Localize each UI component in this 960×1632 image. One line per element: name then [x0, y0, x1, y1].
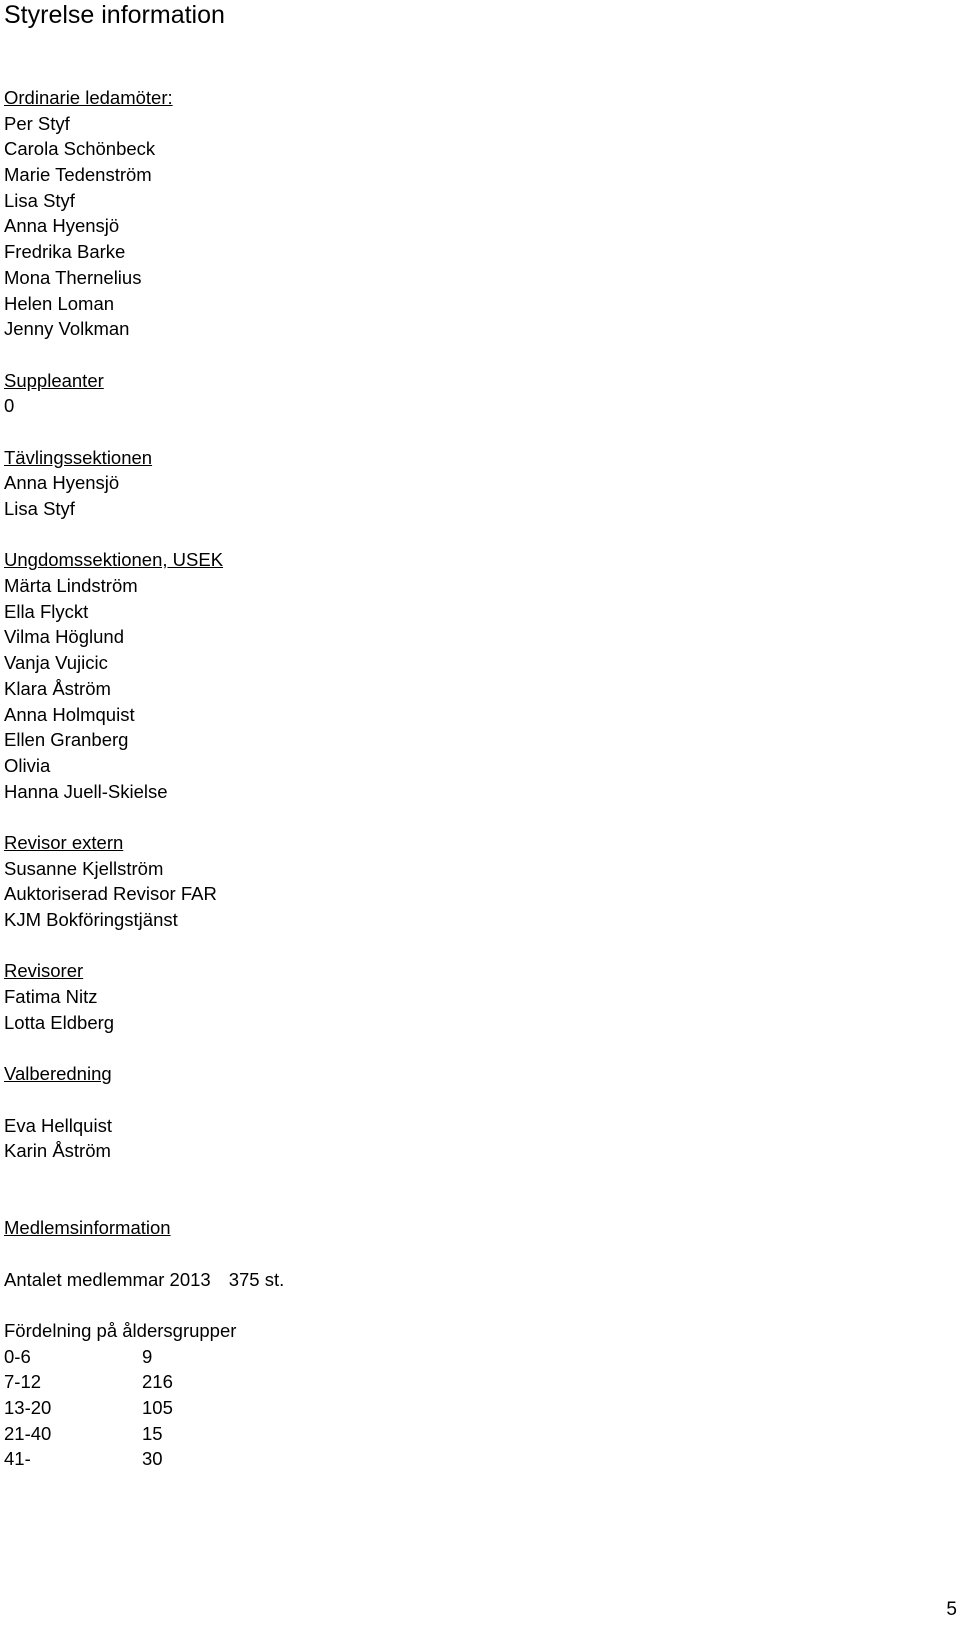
age-range: 13-20 — [4, 1397, 52, 1419]
ordinarie-member: Per Styf — [4, 112, 70, 134]
antal-label: Antalet medlemmar 2013 — [4, 1268, 211, 1290]
age-count: 15 — [142, 1422, 163, 1444]
age-range: 41- — [4, 1448, 31, 1470]
ungdom-member: Ella Flyckt — [4, 600, 89, 622]
age-count: 216 — [142, 1371, 173, 1393]
suppleanter-heading: Suppleanter — [4, 369, 104, 391]
ordinarie-member: Carola Schönbeck — [4, 138, 156, 160]
ungdom-member: Vanja Vujicic — [4, 652, 108, 674]
age-group-row — [4, 1421, 944, 1447]
tavling-member: Anna Hyensjö — [4, 472, 120, 494]
revisorer-heading: Revisorer — [4, 960, 84, 982]
ordinarie-member: Anna Hyensjö — [4, 215, 120, 237]
revisorer-member: Lotta Eldberg — [4, 1011, 115, 1033]
tavling-heading: Tävlingssektionen — [4, 446, 153, 468]
valberedning-member: Eva Hellquist — [4, 1114, 112, 1136]
ordinarie-member: Helen Loman — [4, 292, 115, 314]
suppleanter-value: 0 — [4, 395, 15, 417]
age-group-row — [4, 1344, 944, 1370]
age-range: 21-40 — [4, 1422, 52, 1444]
ungdom-member: Klara Åström — [4, 677, 111, 699]
antal-value: 375 st. — [228, 1268, 285, 1290]
ungdom-member: Hanna Juell-Skielse — [4, 780, 168, 802]
age-count: 9 — [142, 1345, 153, 1367]
page-number: 5 — [946, 1599, 957, 1620]
ungdom-member: Olivia — [4, 754, 51, 776]
ordinarie-member: Jenny Volkman — [4, 318, 130, 340]
antal-medlemmar — [4, 1267, 944, 1293]
ungdom-member: Vilma Höglund — [4, 626, 124, 648]
age-range: 0-6 — [4, 1345, 31, 1367]
document-page — [4, 0, 944, 1472]
revisor-extern-heading: Revisor extern — [4, 831, 124, 853]
ordinarie-heading: Ordinarie ledamöter: — [4, 87, 173, 108]
revisor-extern-line: KJM Bokföringstjänst — [4, 909, 178, 930]
valberedning-heading: Valberedning — [4, 1063, 112, 1085]
age-count: 105 — [142, 1397, 173, 1419]
ordinarie-member: Lisa Styf — [4, 189, 75, 211]
age-group-row — [4, 1446, 944, 1472]
age-count: 30 — [142, 1448, 163, 1470]
ungdom-member: Märta Lindström — [4, 575, 138, 597]
valberedning-member: Karin Åström — [4, 1140, 111, 1162]
ordinarie-member: Mona Thernelius — [4, 266, 142, 288]
page-title: Styrelse information — [4, 1, 225, 29]
revisorer-member: Fatima Nitz — [4, 986, 98, 1008]
tavling-member: Lisa Styf — [4, 498, 75, 519]
age-group-row — [4, 1395, 944, 1421]
ordinarie-member: Marie Tedenström — [4, 164, 152, 186]
age-group-row — [4, 1369, 944, 1395]
medlemsinfo-heading: Medlemsinformation — [4, 1217, 171, 1239]
ungdom-heading: Ungdomssektionen, USEK — [4, 549, 224, 571]
revisor-extern-line: Auktoriserad Revisor FAR — [4, 883, 217, 905]
ordinarie-member: Fredrika Barke — [4, 241, 126, 263]
ungdom-member: Anna Holmquist — [4, 703, 135, 725]
fordelning-heading: Fördelning på åldersgrupper — [4, 1320, 237, 1341]
revisor-extern-line: Susanne Kjellström — [4, 857, 164, 879]
ungdom-member: Ellen Granberg — [4, 729, 129, 751]
age-range: 7-12 — [4, 1371, 42, 1393]
